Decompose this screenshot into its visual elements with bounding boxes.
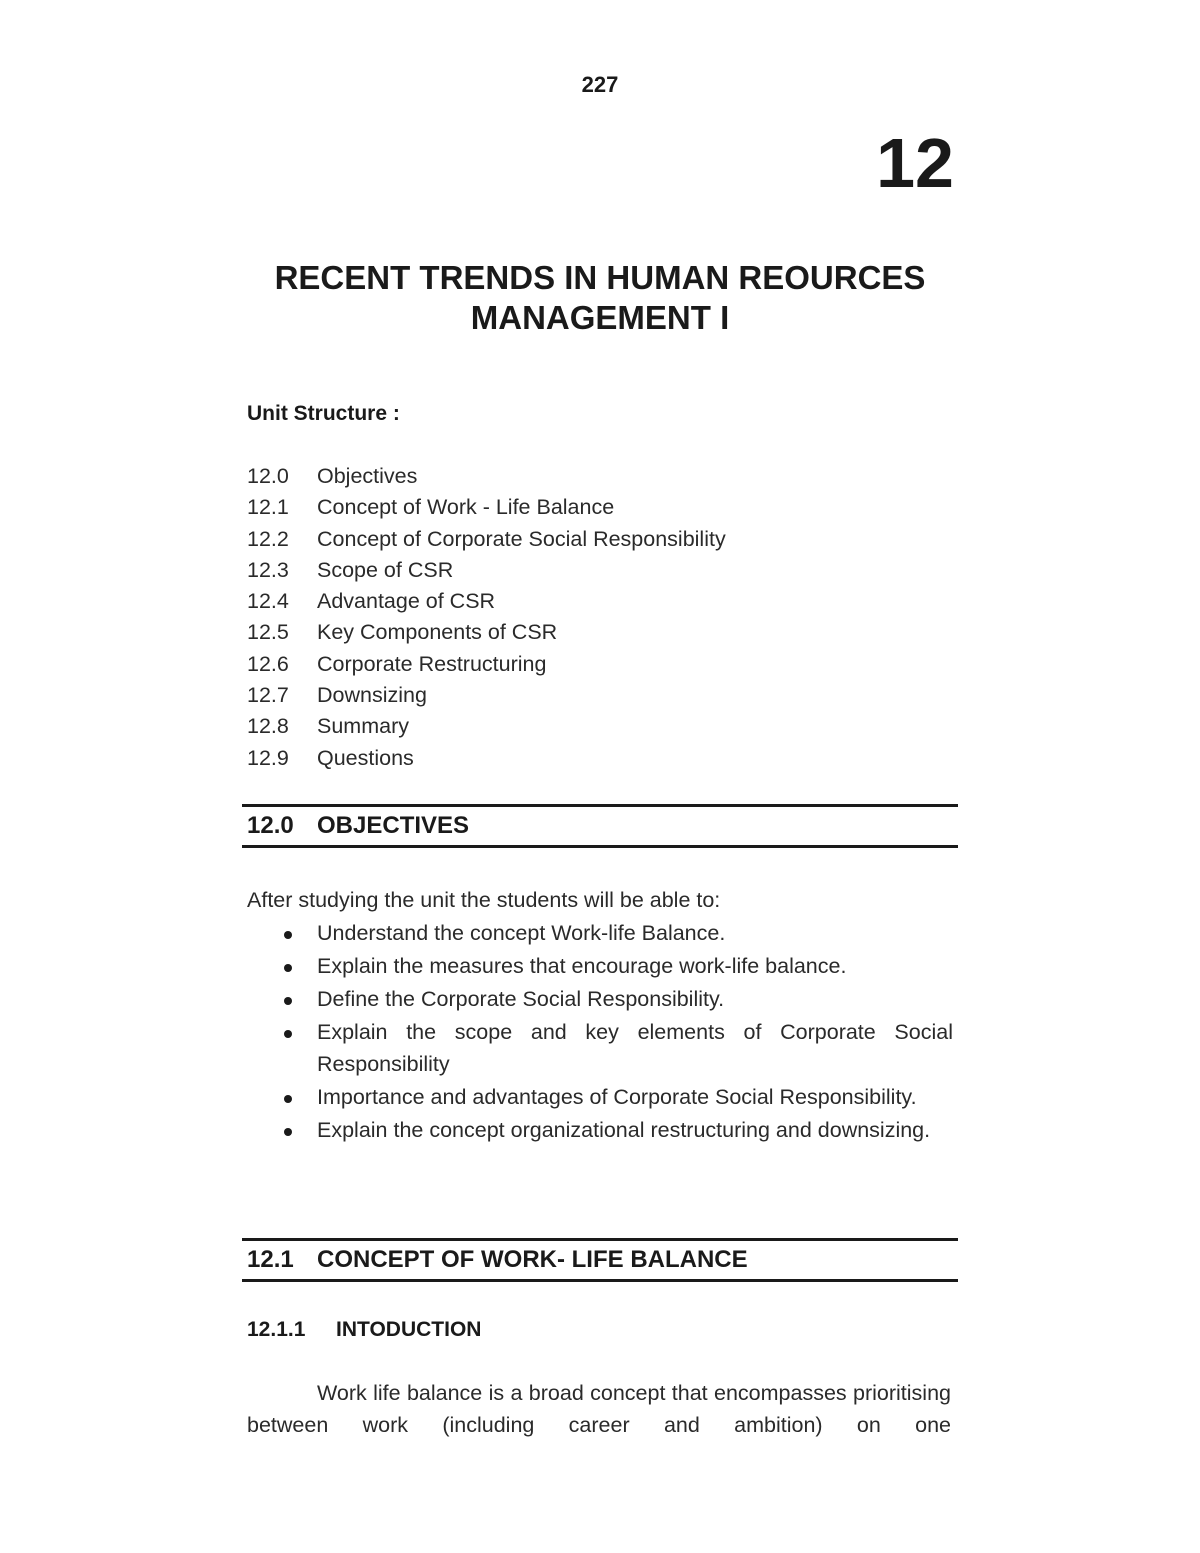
subsection-title: INTODUCTION xyxy=(336,1318,482,1341)
bullet-icon xyxy=(247,984,317,1016)
toc-item-label: Objectives xyxy=(317,464,418,488)
section-number: 12.1 xyxy=(247,1246,294,1273)
toc-item-label: Downsizing xyxy=(317,683,427,708)
bullet-icon xyxy=(247,1115,317,1147)
toc-item-label: Summary xyxy=(317,714,409,739)
body-paragraph: Work life balance is a broad concept that encompasses prioritising between work (including career and ambition) on one xyxy=(247,1381,951,1437)
toc-item-label: Scope of CSR xyxy=(317,557,454,582)
toc-item xyxy=(247,555,957,586)
toc-item-number: 12.8 xyxy=(247,714,289,739)
toc-item xyxy=(247,586,957,617)
toc-item xyxy=(247,492,957,523)
subsection-heading-introduction xyxy=(247,1318,481,1342)
bullet-icon xyxy=(247,918,317,950)
list-item xyxy=(247,1017,953,1080)
objectives-intro: After studying the unit the students will be able to: xyxy=(247,888,721,912)
toc-item-number: 12.7 xyxy=(247,683,289,708)
bullet-text: Understand the concept Work-life Balance. xyxy=(317,921,726,945)
toc-item-number: 12.1 xyxy=(247,495,289,520)
toc-item xyxy=(247,680,957,711)
toc-item xyxy=(247,649,957,680)
toc-item-number: 12.4 xyxy=(247,589,289,614)
section-heading-work-life-balance xyxy=(242,1238,958,1282)
toc-item xyxy=(247,524,957,555)
list-item xyxy=(247,918,953,950)
toc-item-label: Advantage of CSR xyxy=(317,589,496,614)
chapter-title: RECENT TRENDS IN HUMAN REOURCES MANAGEMENT I xyxy=(274,259,926,336)
toc-item-label: Concept of Corporate Social Responsibility xyxy=(317,526,726,551)
page-number: 227 xyxy=(581,72,619,97)
toc-item-label: Questions xyxy=(317,745,414,770)
bullet-text: Importance and advantages of Corporate Social Responsibility. xyxy=(317,1084,917,1109)
toc-item-number: 12.5 xyxy=(247,620,289,645)
subsection-number: 12.1.1 xyxy=(247,1318,306,1341)
section-number: 12.0 xyxy=(247,812,294,839)
section-title: CONCEPT OF WORK- LIFE BALANCE xyxy=(317,1246,748,1273)
bullet-icon xyxy=(247,1017,317,1080)
toc-item-number: 12.2 xyxy=(247,526,289,551)
bullet-text: Explain the concept organizational restructuring and downsizing. xyxy=(317,1117,931,1142)
section-title: OBJECTIVES xyxy=(317,812,470,839)
chapter-number: 12 xyxy=(876,124,954,202)
toc-item-number: 12.6 xyxy=(247,651,289,676)
list-item xyxy=(247,984,953,1016)
toc-item xyxy=(247,743,957,774)
toc-item xyxy=(247,711,957,742)
toc-item-label: Concept of Work - Life Balance xyxy=(317,495,615,520)
list-item xyxy=(247,1115,953,1147)
bullet-text: Explain the measures that encourage work-life balance. xyxy=(317,954,847,978)
bullet-text: Explain the scope and key elements of Corporate Social Responsibility xyxy=(317,1020,953,1076)
toc-item-number: 12.3 xyxy=(247,557,289,582)
unit-structure-list xyxy=(247,461,957,774)
toc-item-label: Key Components of CSR xyxy=(317,620,558,645)
list-item xyxy=(247,1082,953,1114)
toc-item-number: 12.9 xyxy=(247,745,289,770)
objectives-list xyxy=(247,918,953,1148)
bullet-icon xyxy=(247,1082,317,1114)
toc-item-number: 12.0 xyxy=(247,464,289,488)
toc-item xyxy=(247,617,957,648)
section-heading-objectives xyxy=(242,804,958,848)
list-item xyxy=(247,951,953,983)
toc-item xyxy=(247,461,957,492)
unit-structure-heading: Unit Structure : xyxy=(247,402,400,425)
bullet-icon xyxy=(247,951,317,983)
bullet-text: Define the Corporate Social Responsibility. xyxy=(317,987,725,1011)
toc-item-label: Corporate Restructuring xyxy=(317,651,547,676)
